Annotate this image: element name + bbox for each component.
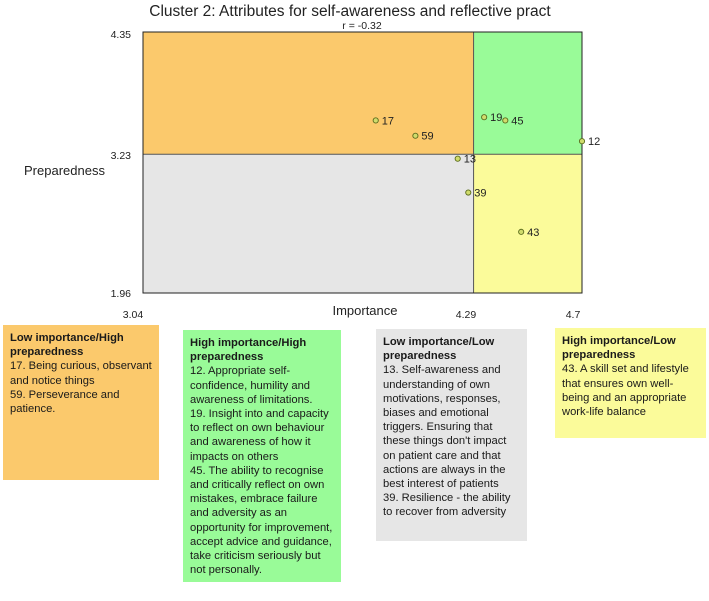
legend-box-title: Low importance/High preparedness [10, 332, 124, 359]
data-point-59 [413, 133, 418, 138]
data-label-39: 39 [474, 187, 487, 200]
data-label-13: 13 [463, 153, 476, 166]
plot-area [143, 32, 582, 293]
y-tick-mid: 3.23 [110, 150, 131, 162]
legend-item-12: 12. Appropriate self-confidence, humility and awareness of limitations. [190, 365, 313, 406]
quadrant-high-importance-low-preparedness [474, 154, 582, 293]
data-label-19: 19 [490, 112, 503, 125]
legend-box-title: Low importance/Low preparedness [383, 336, 495, 363]
legend-box-low-importance-high-preparedness [3, 325, 159, 480]
data-label-59: 59 [421, 130, 434, 143]
data-point-43 [519, 229, 524, 234]
y-axis-label: Preparedness [24, 163, 105, 178]
chart-subtitle: r = -0.32 [342, 20, 382, 32]
legend-box-low-importance-low-preparedness [376, 329, 527, 541]
data-label-43: 43 [527, 226, 540, 239]
chart-title: Cluster 2: Attributes for self-awareness and reflective pract [149, 3, 551, 20]
y-tick-max: 4.35 [110, 29, 131, 41]
legend-item-45: 45. The ability to recognise and critically reflect on own mistakes, embrace failure and adversity as an opportunity for improvement, accept advice and guidance, take criticism seriously but not personally. [190, 464, 333, 577]
data-point-39 [466, 190, 471, 195]
data-point-17 [373, 118, 378, 123]
legend-item-43: 43. A skill set and lifestyle that ensures own well-being and an appropriate work-life balance [562, 363, 689, 419]
quadrant-high-importance-high-preparedness [474, 32, 582, 154]
x-tick-mid: 4.29 [455, 309, 477, 321]
data-label-45: 45 [511, 115, 524, 128]
data-point-19 [482, 115, 487, 120]
legend-box-title: High importance/Low preparedness [562, 335, 676, 362]
legend-box-title: High importance/High preparedness [190, 337, 307, 364]
legend-box-high-importance-high-preparedness [183, 330, 341, 582]
x-tick-max: 4.7 [565, 309, 581, 321]
y-tick-min: 1.96 [110, 288, 131, 300]
legend-item-59: 59. Perseverance and patience. [10, 388, 120, 416]
data-label-12: 12 [588, 136, 601, 149]
legend-box-high-importance-low-preparedness [555, 328, 706, 438]
data-point-45 [503, 118, 508, 123]
legend-item-17: 17. Being curious, observant and notice things [10, 360, 152, 387]
data-label-17: 17 [381, 115, 394, 128]
legend-item-13: 13. Self-awareness and understanding of own motivations, responses, biases and emotional triggers. Ensuring that these things don't impact on patient care and that actions are always in the best interest of patients [383, 364, 507, 491]
x-tick-min: 3.04 [122, 309, 144, 321]
x-axis-label: Importance [332, 303, 398, 318]
quadrant-low-importance-low-preparedness [143, 154, 474, 293]
data-point-13 [455, 156, 460, 161]
data-point-12 [579, 139, 584, 144]
legend-item-19: 19. Insight into and capacity to reflect on own behaviour and awareness of how it impacts on others [190, 408, 329, 463]
legend-item-39: 39. Resilience - the ability to recover from adversity [383, 492, 511, 519]
